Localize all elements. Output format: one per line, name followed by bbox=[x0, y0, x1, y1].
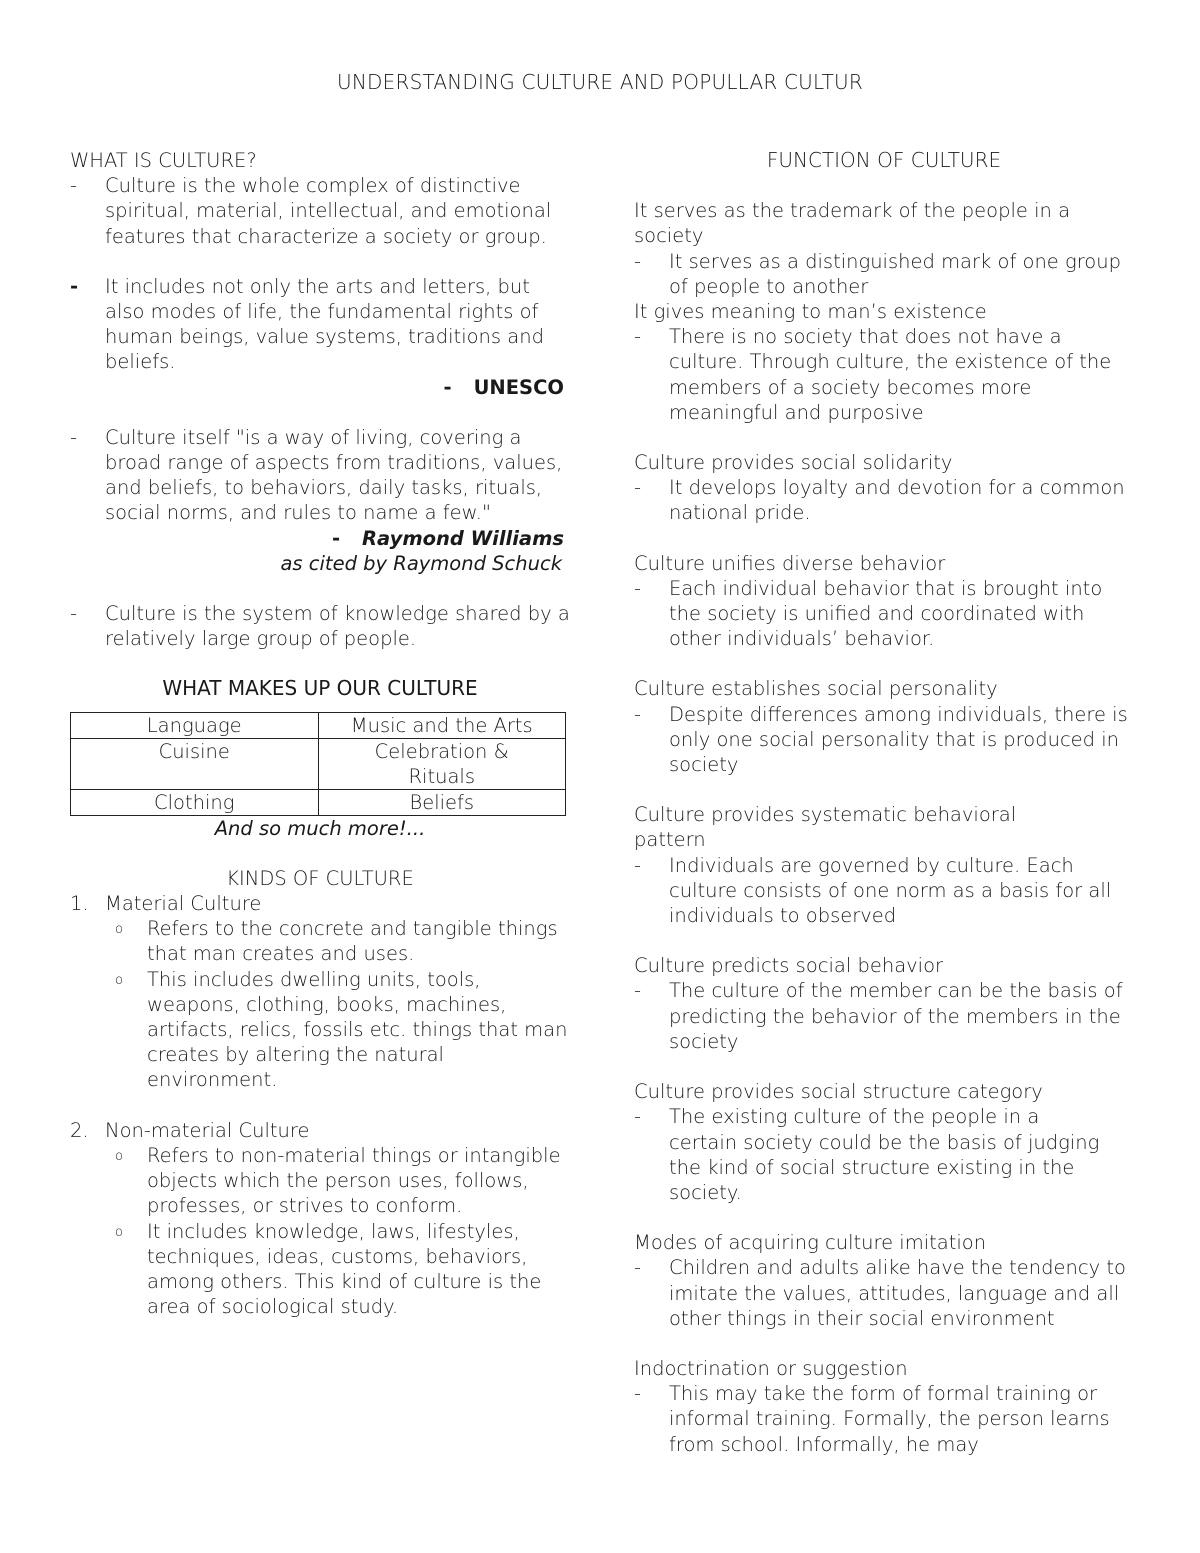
function-7: Culture predicts social behavior bbox=[634, 954, 944, 978]
page-title: UNDERSTANDING CULTURE AND POPULLAR CULTUR bbox=[337, 70, 863, 94]
list-item: - The culture of the member can be the basis of predicting the behavior of the members in the society bbox=[634, 978, 1134, 1054]
list-item: - Individuals are governed by culture. Each culture consists of one norm as a basis for all individuals to observed bbox=[634, 853, 1134, 929]
list-item: - There is no society that does not have a culture. Through culture, the existence of the members of a society becomes more meaningful and purposive bbox=[634, 324, 1134, 425]
kind-non-material: 2. Non-material Culture bbox=[70, 1118, 310, 1142]
culture-table bbox=[70, 712, 566, 816]
table-row bbox=[71, 789, 566, 815]
and-so-much-more: And so much more!... bbox=[214, 816, 426, 840]
function-3: Culture provides social solidarity bbox=[634, 451, 953, 475]
what-makes-up-heading: WHAT MAKES UP OUR CULTURE bbox=[162, 676, 478, 701]
function-2: It gives meaning to man’s existence bbox=[634, 300, 987, 324]
list-item: - The existing culture of the people in a certain society could be the basis of judging the kind of social structure existing in the society. bbox=[634, 1104, 1134, 1205]
function-9: Modes of acquiring culture imitation bbox=[634, 1231, 987, 1255]
definition-3: - Culture itself "is a way of living, covering a broad range of aspects from traditions, values, and beliefs, to behaviors, daily tasks, rituals, social norms, and rules to name a few." bbox=[70, 425, 570, 526]
function-4: Culture unifies diverse behavior bbox=[634, 551, 946, 575]
definition-4: - Culture is the system of knowledge shared by a relatively large group of people. bbox=[70, 601, 570, 651]
kind-material: 1. Material Culture bbox=[70, 892, 262, 916]
left-column bbox=[70, 148, 570, 1319]
list-item: - It develops loyalty and devotion for a common national pride. bbox=[634, 475, 1134, 525]
what-is-culture-heading: WHAT IS CULTURE? bbox=[70, 149, 257, 172]
list-item: o Refers to the concrete and tangible things that man creates and uses. bbox=[70, 916, 570, 966]
table-row bbox=[71, 738, 566, 789]
list-item: o This includes dwelling units, tools, weapons, clothing, books, machines, artifacts, relics, fossils etc. things that man creates by altering the natural environment. bbox=[70, 967, 570, 1093]
williams-attribution: - Raymond Williams bbox=[331, 526, 564, 550]
function-5: Culture establishes social personality bbox=[634, 677, 998, 701]
list-item: - This may take the form of formal training or informal training. Formally, the person learns from school. Informally, he may bbox=[634, 1381, 1134, 1457]
list-item: o It includes knowledge, laws, lifestyles, techniques, ideas, customs, behaviors, among others. This kind of culture is the area of sociological study. bbox=[70, 1219, 570, 1320]
table-cell: Music and the Arts bbox=[318, 712, 566, 738]
table-cell: Cuisine bbox=[71, 738, 319, 789]
function-8: Culture provides social structure category bbox=[634, 1080, 1043, 1104]
table-cell: Beliefs bbox=[318, 789, 566, 815]
cited-by: as cited by Raymond Schuck bbox=[280, 551, 562, 575]
list-item: - Children and adults alike have the tendency to imitate the values, attitudes, language and all other things in their social environment bbox=[634, 1255, 1134, 1331]
unesco-attribution: - UNESCO bbox=[443, 375, 564, 399]
definition-2: - It includes not only the arts and letters, but also modes of life, the fundamental rights of human beings, value systems, traditions and beliefs. bbox=[70, 274, 570, 375]
right-column bbox=[634, 148, 1134, 1457]
list-item: o Refers to non-material things or intangible objects which the person uses, follows, professes, or strives to conform. bbox=[70, 1143, 570, 1219]
function-1: It serves as the trademark of the people in a society bbox=[634, 199, 1071, 248]
table-row bbox=[71, 712, 566, 738]
function-of-culture-heading: FUNCTION OF CULTURE bbox=[766, 148, 1002, 172]
list-item: - Despite differences among individuals, there is only one social personality that is produced in society bbox=[634, 702, 1134, 778]
function-6: Culture provides systematic behavioral pattern bbox=[634, 803, 1017, 852]
table-cell: Clothing bbox=[71, 789, 319, 815]
function-10: Indoctrination or suggestion bbox=[634, 1356, 908, 1380]
list-item: - Each individual behavior that is brought into the society is unified and coordinated with other individuals’ behavior. bbox=[634, 576, 1134, 652]
kinds-of-culture-heading: KINDS OF CULTURE bbox=[226, 866, 414, 890]
definition-1: - Culture is the whole complex of distinctive spiritual, material, intellectual, and emotional features that characterize a society or group. bbox=[70, 173, 570, 249]
table-cell: Celebration & Rituals bbox=[318, 738, 566, 789]
table-cell: Language bbox=[71, 712, 319, 738]
list-item: - It serves as a distinguished mark of one group of people to another bbox=[634, 249, 1134, 299]
